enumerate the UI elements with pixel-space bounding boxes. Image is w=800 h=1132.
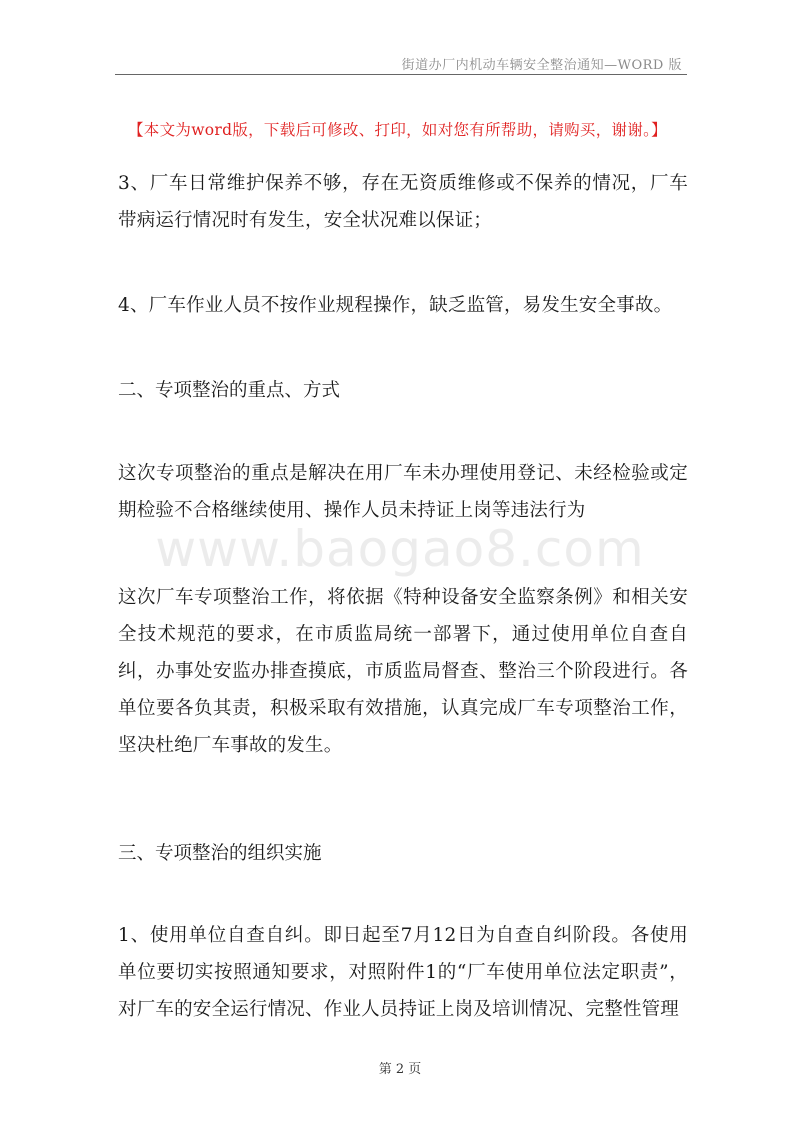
section-heading-3: 三、专项整治的组织实施 (118, 843, 322, 864)
paragraph-item-3: 3、厂车日常维护保养不够，存在无资质维修或不保养的情况，厂车带病运行情况时有发生，安全状况难以保证； (118, 173, 688, 231)
header-divider (115, 74, 687, 75)
paragraph-item-4: 4、厂车作业人员不按作业规程操作，缺乏监管，易发生安全事故。 (118, 295, 673, 316)
paragraph-work-plan: 这次厂车专项整治工作，将依据《特种设备安全监察条例》和相关安全技术规范的要求，在市质监局统一部署下，通过使用单位自查自纠，办事处安监办排查摸底，市质监局督查、整治三个阶段进行。各单位要各负其责，积极采取有效措施，认真完成厂车专项整治工作，坚决杜绝厂车事故的发生。 (118, 587, 688, 756)
watermark-text: www.baogao8.com (155, 520, 645, 578)
section-heading-2: 二、专项整治的重点、方式 (118, 380, 341, 401)
paragraph-step-1: 1、使用单位自查自纠。即日起至7月12日为自查自纠阶段。各使用单位要切实按照通知要求，对照附件1的“厂车使用单位法定职责”，对厂车的安全运行情况、作业人员持证上岗及培训情况、完整性管理 (118, 925, 688, 1020)
header-document-title: 街道办厂内机动车辆安全整治通知—WORD 版 (401, 58, 682, 73)
paragraph-focus: 这次专项整治的重点是解决在用厂车未办理使用登记、未经检验或定期检验不合格继续使用、操作人员未持证上岗等违法行为 (118, 463, 688, 521)
page-number: 第 2 页 (378, 1062, 422, 1077)
purchase-notice: 【本文为word版，下载后可修改、打印，如对您有所帮助，请购买，谢谢。】 (128, 121, 667, 139)
